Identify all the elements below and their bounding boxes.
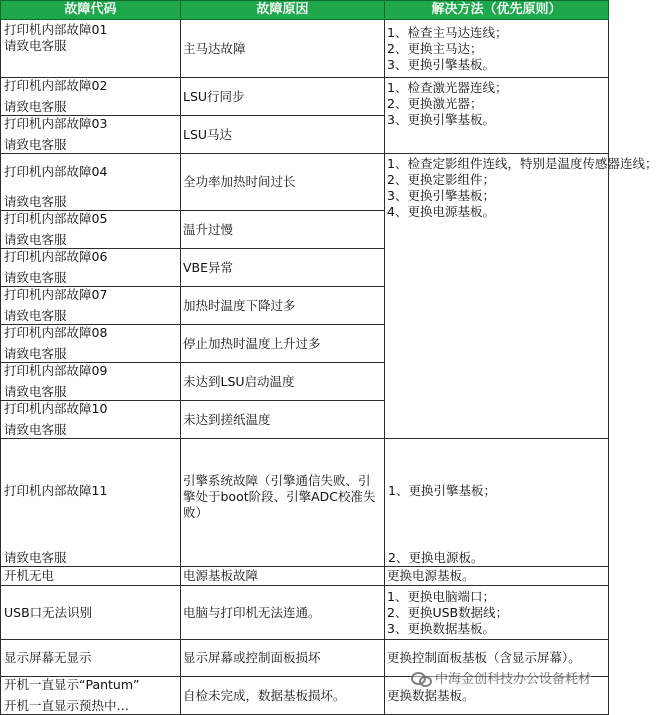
solution-step: 更换数据基板。 bbox=[385, 677, 609, 715]
service-note: 请致电客服 bbox=[4, 422, 67, 437]
solution-step: 更换控制面板基板（含显示屏幕）。 bbox=[385, 640, 609, 677]
solution-step: 4、更换电源基板。 bbox=[387, 204, 495, 219]
fault-code: USB口无法识别 bbox=[1, 586, 181, 640]
watermark bbox=[411, 668, 591, 687]
header-fault-cause: 故障原因 bbox=[181, 1, 385, 20]
fault-code-cell bbox=[1, 363, 181, 401]
solution-step: 1、检查激光器连线； bbox=[387, 80, 508, 95]
solution-step: 1、检查主马达连线； bbox=[387, 24, 508, 40]
fault-cause: 全功率加热时间过长 bbox=[181, 154, 385, 211]
fault-code: 打印机内部故障04 bbox=[4, 164, 108, 179]
service-note: 请致电客服 bbox=[4, 194, 67, 209]
solution-cell bbox=[385, 439, 609, 567]
fault-code-cell bbox=[1, 20, 181, 78]
header-solution: 解决方法（优先原则） bbox=[385, 1, 609, 20]
fault-cause: 加热时温度下降过多 bbox=[181, 287, 385, 325]
table-row bbox=[1, 20, 609, 78]
solution-step: 2、更换激光器； bbox=[387, 96, 483, 111]
solution-step: 2、更换定影组件； bbox=[387, 172, 495, 187]
solution-step: 2、更换电源板。 bbox=[388, 550, 484, 565]
solution-step: 2、更换主马达； bbox=[387, 40, 483, 56]
fault-code: 开机一直显示“Pantum” bbox=[4, 677, 140, 692]
fault-code: 打印机内部故障06 bbox=[4, 249, 108, 264]
fault-cause: 主马达故障 bbox=[181, 20, 385, 78]
fault-cause: VBE异常 bbox=[181, 249, 385, 287]
fault-code-cell bbox=[1, 116, 181, 154]
fault-code-cell bbox=[1, 287, 181, 325]
fault-cause: 温升过慢 bbox=[181, 211, 385, 249]
solution-step: 2、更换USB数据线； bbox=[387, 604, 509, 620]
fault-code-cell bbox=[1, 677, 181, 715]
service-note: 请致电客服 bbox=[4, 232, 67, 247]
table-row bbox=[1, 78, 609, 116]
fault-cause: LSU马达 bbox=[181, 116, 385, 154]
fault-code: 打印机内部故障08 bbox=[4, 325, 108, 340]
fault-cause: 未达到搓纸温度 bbox=[181, 401, 385, 439]
service-note: 请致电客服 bbox=[4, 384, 67, 399]
fault-code: 打印机内部故障05 bbox=[4, 211, 108, 226]
fault-cause: 显示屏幕或控制面板损坏 bbox=[181, 640, 385, 677]
table-row bbox=[1, 586, 609, 640]
fault-cause: 停止加热时温度上升过多 bbox=[181, 325, 385, 363]
service-note: 请致电客服 bbox=[4, 346, 67, 361]
solution-step: 3、更换数据基板。 bbox=[387, 620, 495, 636]
solution-cell bbox=[385, 78, 609, 154]
fault-cause: 自检未完成，数据基板损坏。 bbox=[181, 677, 385, 715]
fault-cause: LSU行同步 bbox=[181, 78, 385, 116]
fault-code-cell bbox=[1, 211, 181, 249]
fault-code-cell bbox=[1, 78, 181, 116]
fault-code: 开机无电 bbox=[1, 567, 181, 586]
fault-code: 打印机内部故障09 bbox=[4, 363, 108, 378]
fault-code: 显示屏幕无显示 bbox=[1, 640, 181, 677]
fault-code: 打印机内部故障10 bbox=[4, 401, 108, 416]
header-row bbox=[1, 1, 609, 20]
solution-cell bbox=[385, 586, 609, 640]
fault-code-cell bbox=[1, 401, 181, 439]
fault-cause: 电源基板故障 bbox=[181, 567, 385, 586]
fault-cause: 未达到LSU启动温度 bbox=[181, 363, 385, 401]
watermark-text: 中海金创科技办公设备耗材 bbox=[434, 672, 591, 687]
fault-code-cell bbox=[1, 439, 181, 567]
service-note: 请致电客服 bbox=[4, 38, 67, 53]
solution-step: 更换电源基板。 bbox=[385, 567, 609, 586]
solution-step: 3、更换引擎基板； bbox=[387, 188, 495, 203]
service-note: 请致电客服 bbox=[4, 308, 67, 323]
service-note: 请致电客服 bbox=[4, 99, 67, 114]
table-row bbox=[1, 154, 609, 211]
fault-code: 打印机内部故障02 bbox=[4, 78, 108, 93]
solution-cell bbox=[385, 20, 609, 78]
table-row bbox=[1, 439, 609, 567]
fault-code-cell bbox=[1, 325, 181, 363]
fault-code: 开机一直显示预热中… bbox=[4, 698, 130, 713]
fault-code: 打印机内部故障11 bbox=[4, 483, 108, 498]
solution-step: 1、更换电脑端口； bbox=[387, 588, 495, 604]
fault-code-cell bbox=[1, 249, 181, 287]
fault-cause: 电脑与打印机无法连通。 bbox=[181, 586, 385, 640]
header-fault-code: 故障代码 bbox=[1, 1, 181, 20]
solution-cell bbox=[385, 154, 657, 439]
wechat-icon bbox=[411, 670, 431, 686]
solution-step: 3、更换引擎基板。 bbox=[387, 56, 495, 72]
service-note: 请致电客服 bbox=[4, 137, 67, 152]
solution-step: 3、更换引擎基板。 bbox=[387, 112, 495, 127]
service-note: 请致电客服 bbox=[4, 550, 67, 565]
fault-code: 打印机内部故障03 bbox=[4, 116, 108, 131]
solution-step: 1、更换引擎基板； bbox=[388, 483, 496, 498]
fault-code: 打印机内部故障01 bbox=[4, 22, 108, 37]
table-row bbox=[1, 567, 609, 586]
service-note: 请致电客服 bbox=[4, 270, 67, 285]
fault-code-cell bbox=[1, 154, 181, 211]
fault-code: 打印机内部故障07 bbox=[4, 287, 108, 302]
fault-cause: 引擎系统故障（引擎通信失败、引擎处于boot阶段、引擎ADC校准失败） bbox=[181, 439, 385, 567]
solution-step: 1、检查定影组件连线，特别是温度传感器连线； bbox=[387, 156, 657, 171]
